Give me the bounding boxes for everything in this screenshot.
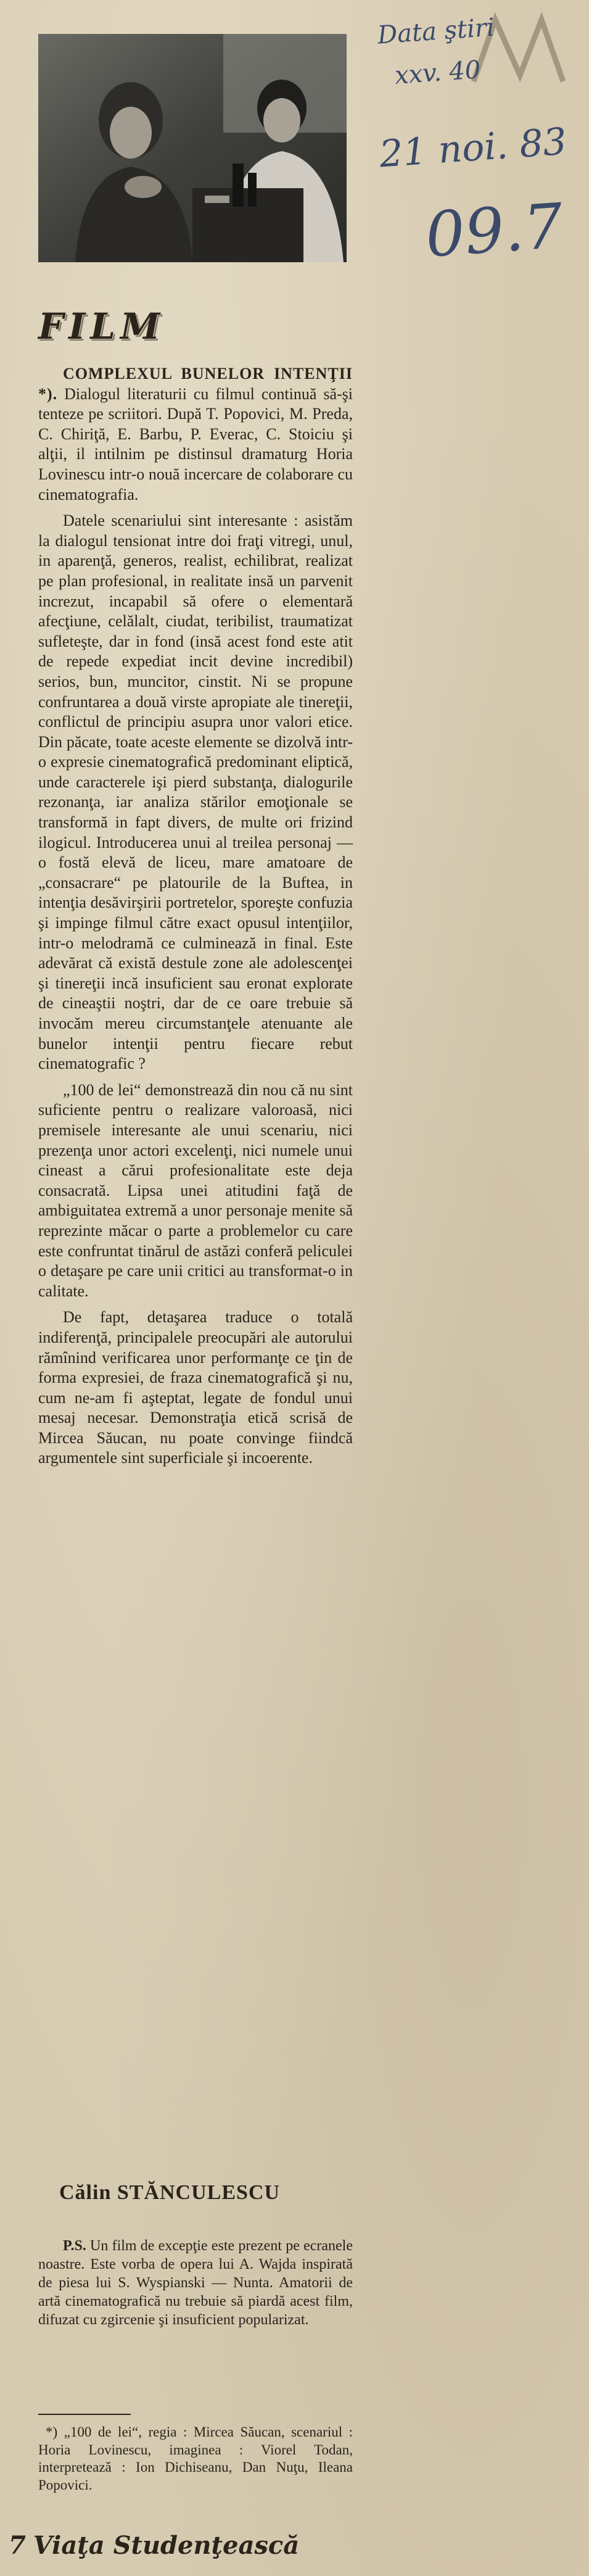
article-body	[38, 364, 353, 1475]
film-still-photo	[38, 34, 347, 262]
film-still-image	[38, 34, 347, 262]
article-paragraph: „100 de lei“ demonstrează din nou că nu sint suficiente pentru o realizare valoroasă, nici premisele interesante ale unui scenariu, nici prezenţa unor actori excelenţi, nici numele unui cineast a cărui profesionalitate este deja consacrată. Lipsa unei atitudini faţă de ambiguitatea extremă a unor personaje menite să reprezinte măcar o parte a problemelor cu care este confruntat tinărul de astăzi conferă peliculei o detaşare pe care unii critici au transformat-o in calitate.	[38, 1080, 353, 1300]
footnote-text: *) „100 de lei“, regia : Mircea Săucan, scenariul : Horia Lovinescu, imaginea : Viorel Todan, interpretează : Ion Dichiseanu, Dan Nuţu, Ileana Popovici.	[38, 2424, 353, 2493]
handwritten-date: 21 noi. 83	[377, 120, 568, 176]
article-paragraph	[38, 364, 353, 505]
handwritten-note: Data ştiri	[376, 13, 496, 50]
footnote	[38, 2424, 353, 2494]
footnote-divider	[38, 2414, 131, 2415]
handwritten-note: xxv. 40	[393, 56, 482, 90]
page-number: 7	[9, 2531, 26, 2560]
publication-name: Viaţa Studenţească	[33, 2531, 300, 2560]
article-text: Dialogul literaturii cu filmul continuă să-şi tenteze pe scriitori. După T. Popovici, M. Preda, C. Chiriţă, E. Barbu, P. Everac, C. Stoiciu şi alţii, il intilnim pe distinsul dramaturg Horia Lovinescu intr-o nouă incercare de colaborare cu cinematografia.	[38, 384, 353, 503]
handwritten-code: 09.7	[423, 189, 566, 271]
author-byline: Călin STĂNCULESCU	[59, 2181, 281, 2204]
postscript-label: P.S.	[63, 2238, 86, 2254]
postscript	[38, 2237, 353, 2329]
article-paragraph: De fapt, detaşarea traduce o totală indiferenţă, principalele preocupări ale autorului rămînind verificarea unor performanţe ce ţin de forma expresiei, de fraza cinematografică şi nu, cum ne-am fi aşteptat, legate de fondul unui mesaj necesar. Demonstraţia etică scrisă de Mircea Săucan, nu poate convinge fiindcă argumentele sint superficiale şi incoerente.	[38, 1308, 353, 1467]
article-paragraph: Datele scenariului sint interesante : asistăm la dialogul tensionat intre doi fraţi vitregi, unul, in aparenţă, generos, realist, echilibrat, realizat pe plan profesional, in realitate insă un parvenit increzut, incapabil să ofere o elementară afecţiune, celălalt, ciudat, teribilist, traumatizat sufleteşte, dar in fond (insă acest fond este atit de repede expediat incit devine incredibil) serios, bun, muncitor, cinstit. Ni se propune confruntarea a două virste apropiate ale tinereţii, conflictul de principiu asupra unor valori etice. Din păcate, toate aceste elemente se dizolvă intr-o expresie cinematografică predominant eliptică, unde caracterele işi pierd substanţa, dialogurile rezonanţa, iar analiza stărilor emoţionale se transformă in fapt divers, de multe ori frizind ilogicul. Introducerea unui al treilea personaj — o fostă elevă de liceu, mare amatoare de „consacrare“ pe platourile de la Buftea, in intenţia desăvirşirii portretelor, sporeşte confuzia şi impinge filmul către exact opusul intenţiilor, intr-o melodramă ce culminează in final. Este adevărat că există destule zone ale adolescenţei şi tinereţii incă insuficient sau eronat explorate de cineaştii noştri, dar de ce oare trebuie să invocăm mereu circumstanţele atenuante ale bunelor intenţii pentru fiecare rebut cinematografic ?	[38, 511, 353, 1073]
article-heading: COMPLEXUL BUNELOR INTENŢII *).	[38, 365, 353, 403]
postscript-text: Un film de excepţie este prezent pe ecranele noastre. Este vorba de opera lui A. Wajda inspirată de piesa lui S. Wyspianski — Nunta. Amatorii de artă cinematografică nu trebuie să piardă acest film, difuzat cu zgircenie şi insuficient popularizat.	[38, 2238, 353, 2328]
section-title: FILM	[38, 305, 165, 347]
masthead	[9, 2531, 299, 2560]
